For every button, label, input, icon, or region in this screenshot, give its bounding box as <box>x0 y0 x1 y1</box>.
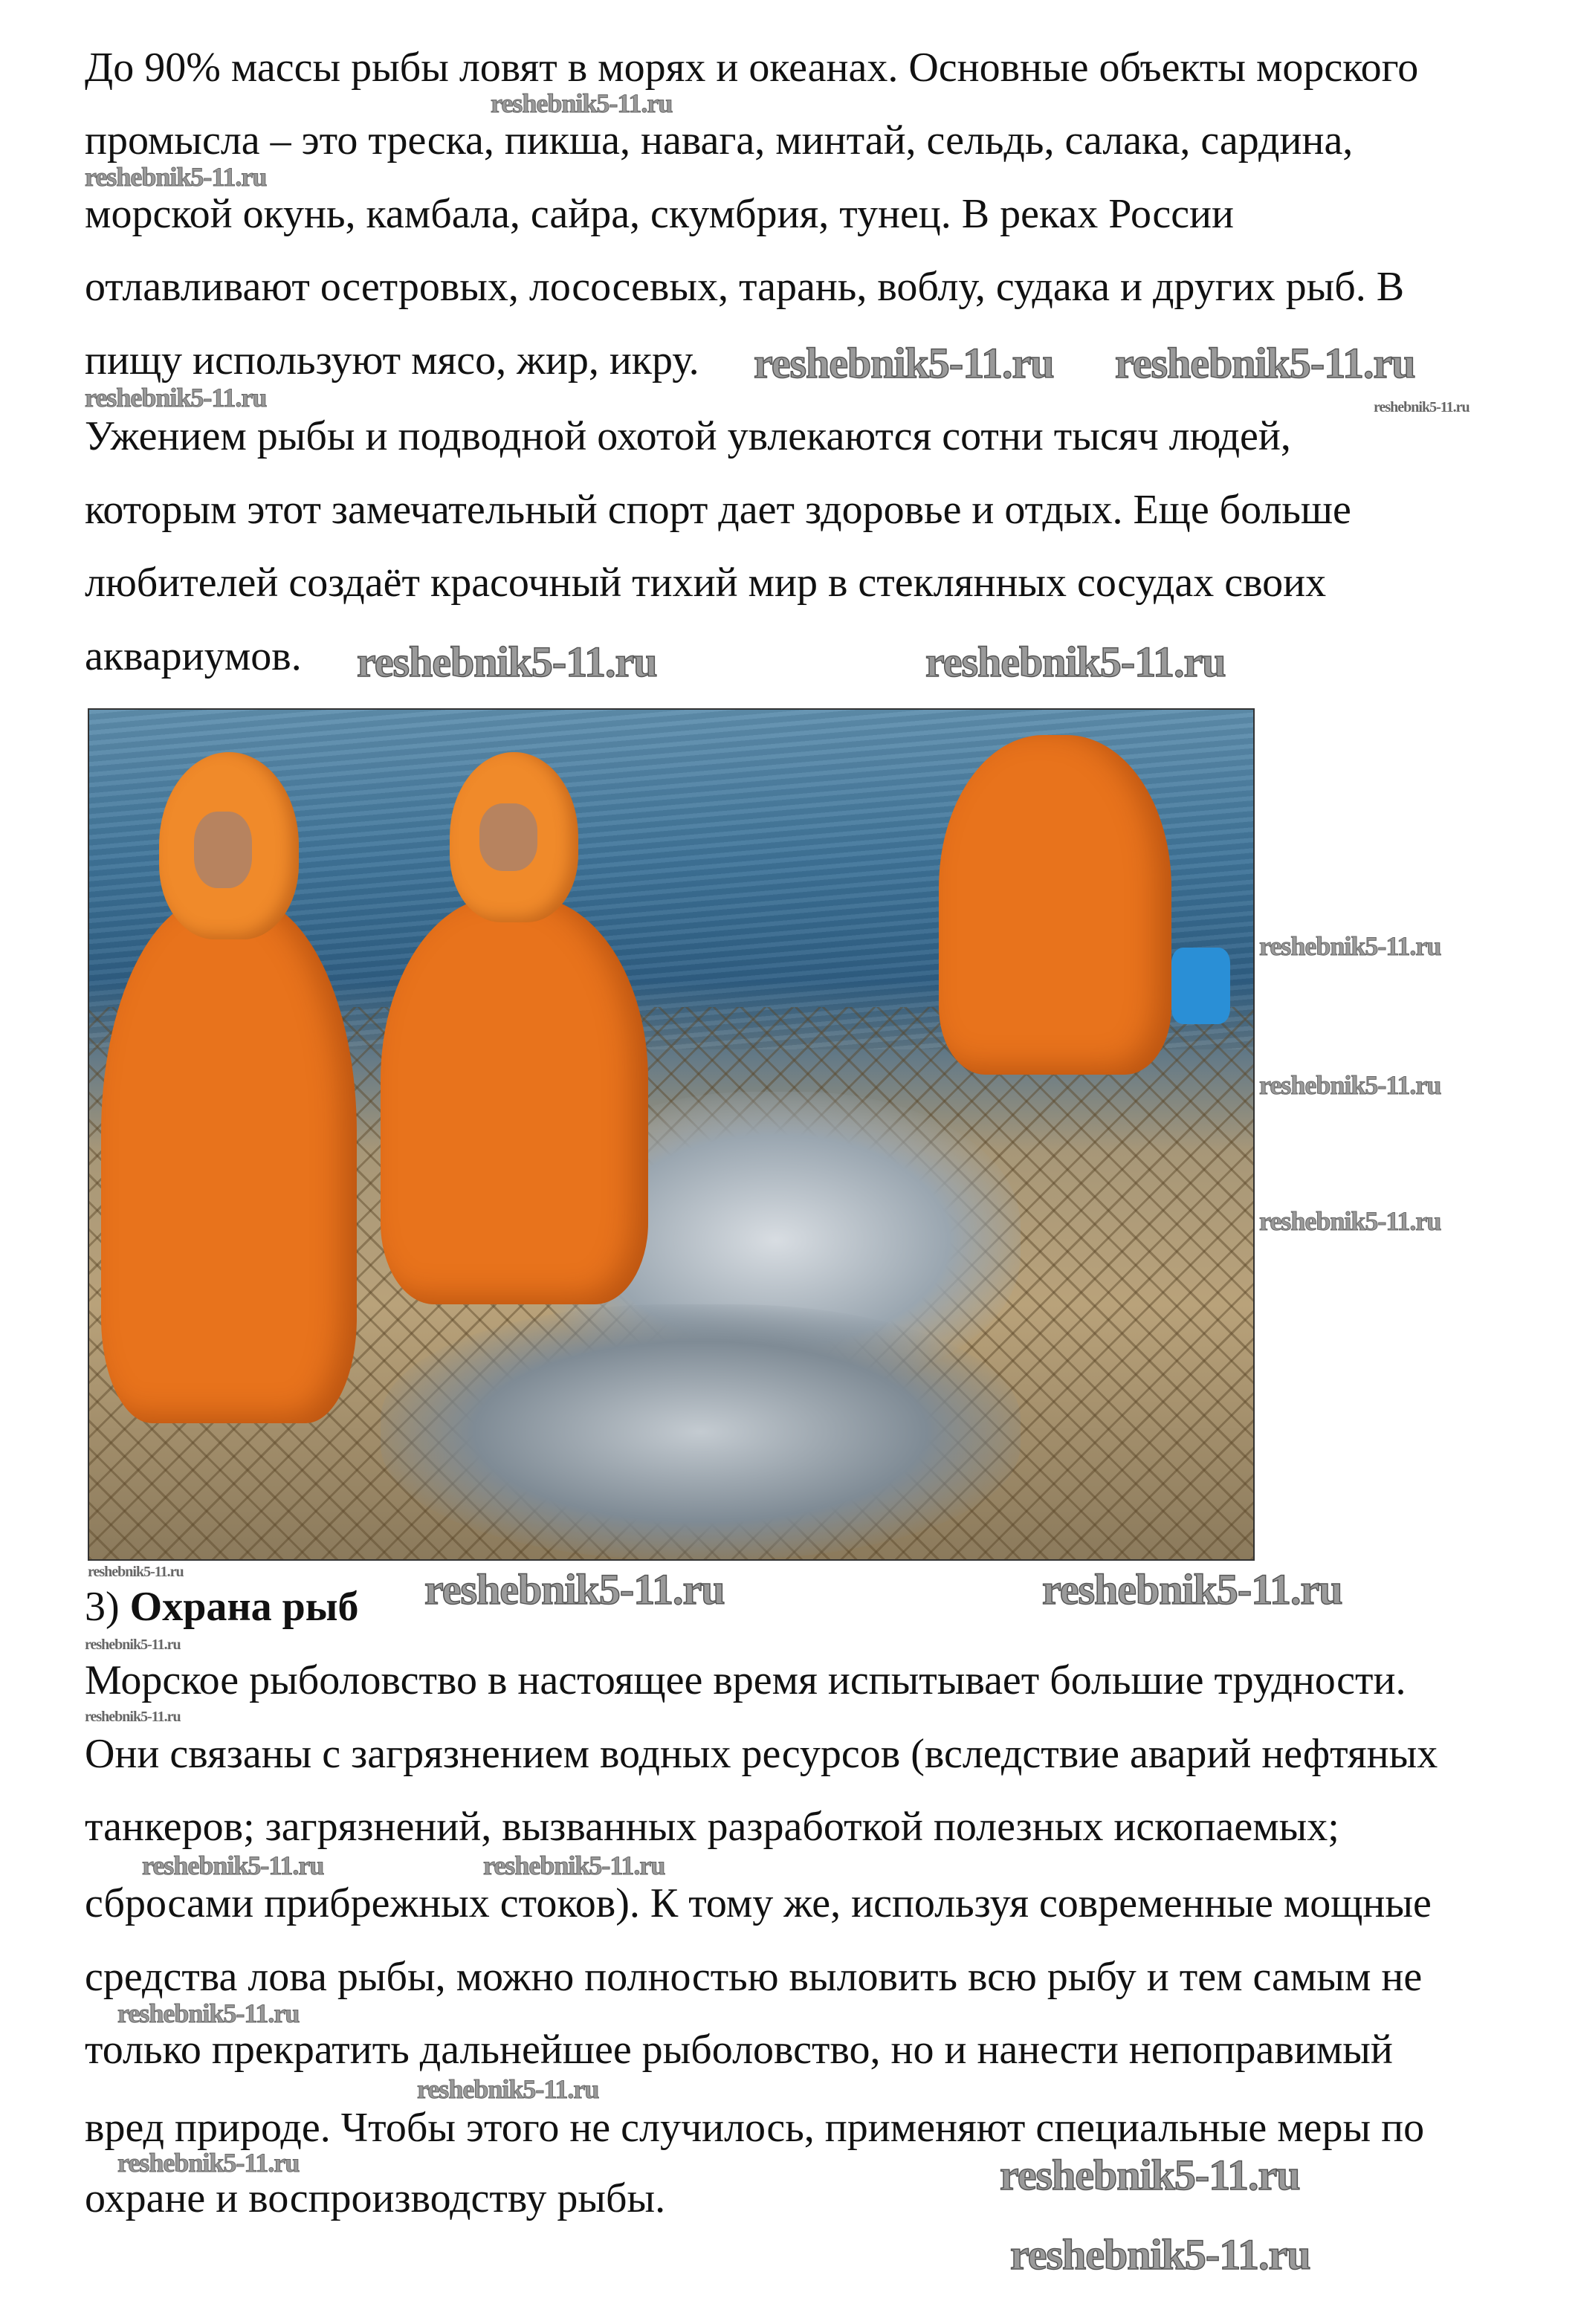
watermark: reshebnik5-11.ru <box>357 638 657 686</box>
watermark: reshebnik5-11.ru <box>1042 1565 1342 1613</box>
watermark: reshebnik5-11.ru <box>1374 399 1470 415</box>
text-line: отлавливают осетровых, лососевых, тарань, воблу, судака и других рыб. В <box>85 264 1405 310</box>
watermark: reshebnik5-11.ru <box>117 2148 300 2178</box>
fisherman <box>939 735 1171 1075</box>
watermark: reshebnik5-11.ru <box>1115 339 1415 387</box>
watermark: reshebnik5-11.ru <box>1259 1206 1441 1236</box>
text-line: Ужением рыбы и подводной охотой увлекаются сотни тысяч людей, <box>85 413 1291 459</box>
watermark: reshebnik5-11.ru <box>925 638 1226 686</box>
watermark: reshebnik5-11.ru <box>85 383 267 412</box>
text-line: которым этот замечательный спорт дает здоровье и отдых. Еще больше <box>85 487 1351 533</box>
watermark: reshebnik5-11.ru <box>483 1851 665 1880</box>
text-line: сбросами прибрежных стоков). К тому же, используя современные мощные <box>85 1880 1432 1926</box>
fish-catch <box>381 1304 1021 1559</box>
text-line: охране и воспроизводству рыбы. <box>85 2175 666 2221</box>
watermark: reshebnik5-11.ru <box>117 1998 300 2028</box>
fisherman <box>381 896 648 1304</box>
fisherman-face <box>194 812 252 888</box>
watermark: reshebnik5-11.ru <box>1000 2151 1300 2199</box>
text-line: только прекратить дальнейшее рыболовство, но и нанести непоправимый <box>85 2027 1393 2073</box>
section-number: 3) <box>85 1584 120 1630</box>
fisherman <box>101 896 358 1423</box>
watermark: reshebnik5-11.ru <box>85 162 267 192</box>
watermark: reshebnik5-11.ru <box>1010 2230 1310 2279</box>
text-line: пищу используют мясо, жир, икру. <box>85 337 699 383</box>
section-title: Охрана рыб <box>129 1584 359 1630</box>
watermark: reshebnik5-11.ru <box>754 339 1054 387</box>
watermark: reshebnik5-11.ru <box>88 1564 184 1580</box>
watermark: reshebnik5-11.ru <box>424 1565 725 1613</box>
text-line: До 90% массы рыбы ловят в морях и океанах. Основные объекты морского <box>85 45 1419 91</box>
text-line: морской окунь, камбала, сайра, скумбрия, тунец. В реках России <box>85 191 1234 237</box>
text-line: Они связаны с загрязнением водных ресурсов (вследствие аварий нефтяных <box>85 1731 1438 1777</box>
section-heading <box>85 1586 359 1628</box>
text-line: средства лова рыбы, можно полностью выловить всю рыбу и тем самым не <box>85 1954 1423 2000</box>
watermark: reshebnik5-11.ru <box>85 1709 181 1725</box>
watermark: reshebnik5-11.ru <box>85 1637 181 1653</box>
text-line: Морское рыболовство в настоящее время испытывает большие трудности. <box>85 1657 1406 1703</box>
fishing-photo <box>88 708 1255 1561</box>
text-line: промысла – это треска, пикша, навага, минтай, сельдь, салака, сардина, <box>85 117 1354 164</box>
watermark: reshebnik5-11.ru <box>142 1851 324 1880</box>
text-line: танкеров; загрязнений, вызванных разработкой полезных ископаемых; <box>85 1804 1339 1850</box>
watermark: reshebnik5-11.ru <box>1259 1070 1441 1100</box>
watermark: reshebnik5-11.ru <box>491 88 673 118</box>
fisherman-face <box>479 803 537 871</box>
blue-barrel <box>1171 948 1229 1024</box>
text-line: аквариумов. <box>85 633 302 679</box>
text-line: любителей создаёт красочный тихий мир в стеклянных сосудах своих <box>85 560 1327 606</box>
watermark: reshebnik5-11.ru <box>417 2074 599 2104</box>
text-line: вред природе. Чтобы этого не случилось, применяют специальные меры по <box>85 2105 1425 2151</box>
watermark: reshebnik5-11.ru <box>1259 931 1441 961</box>
